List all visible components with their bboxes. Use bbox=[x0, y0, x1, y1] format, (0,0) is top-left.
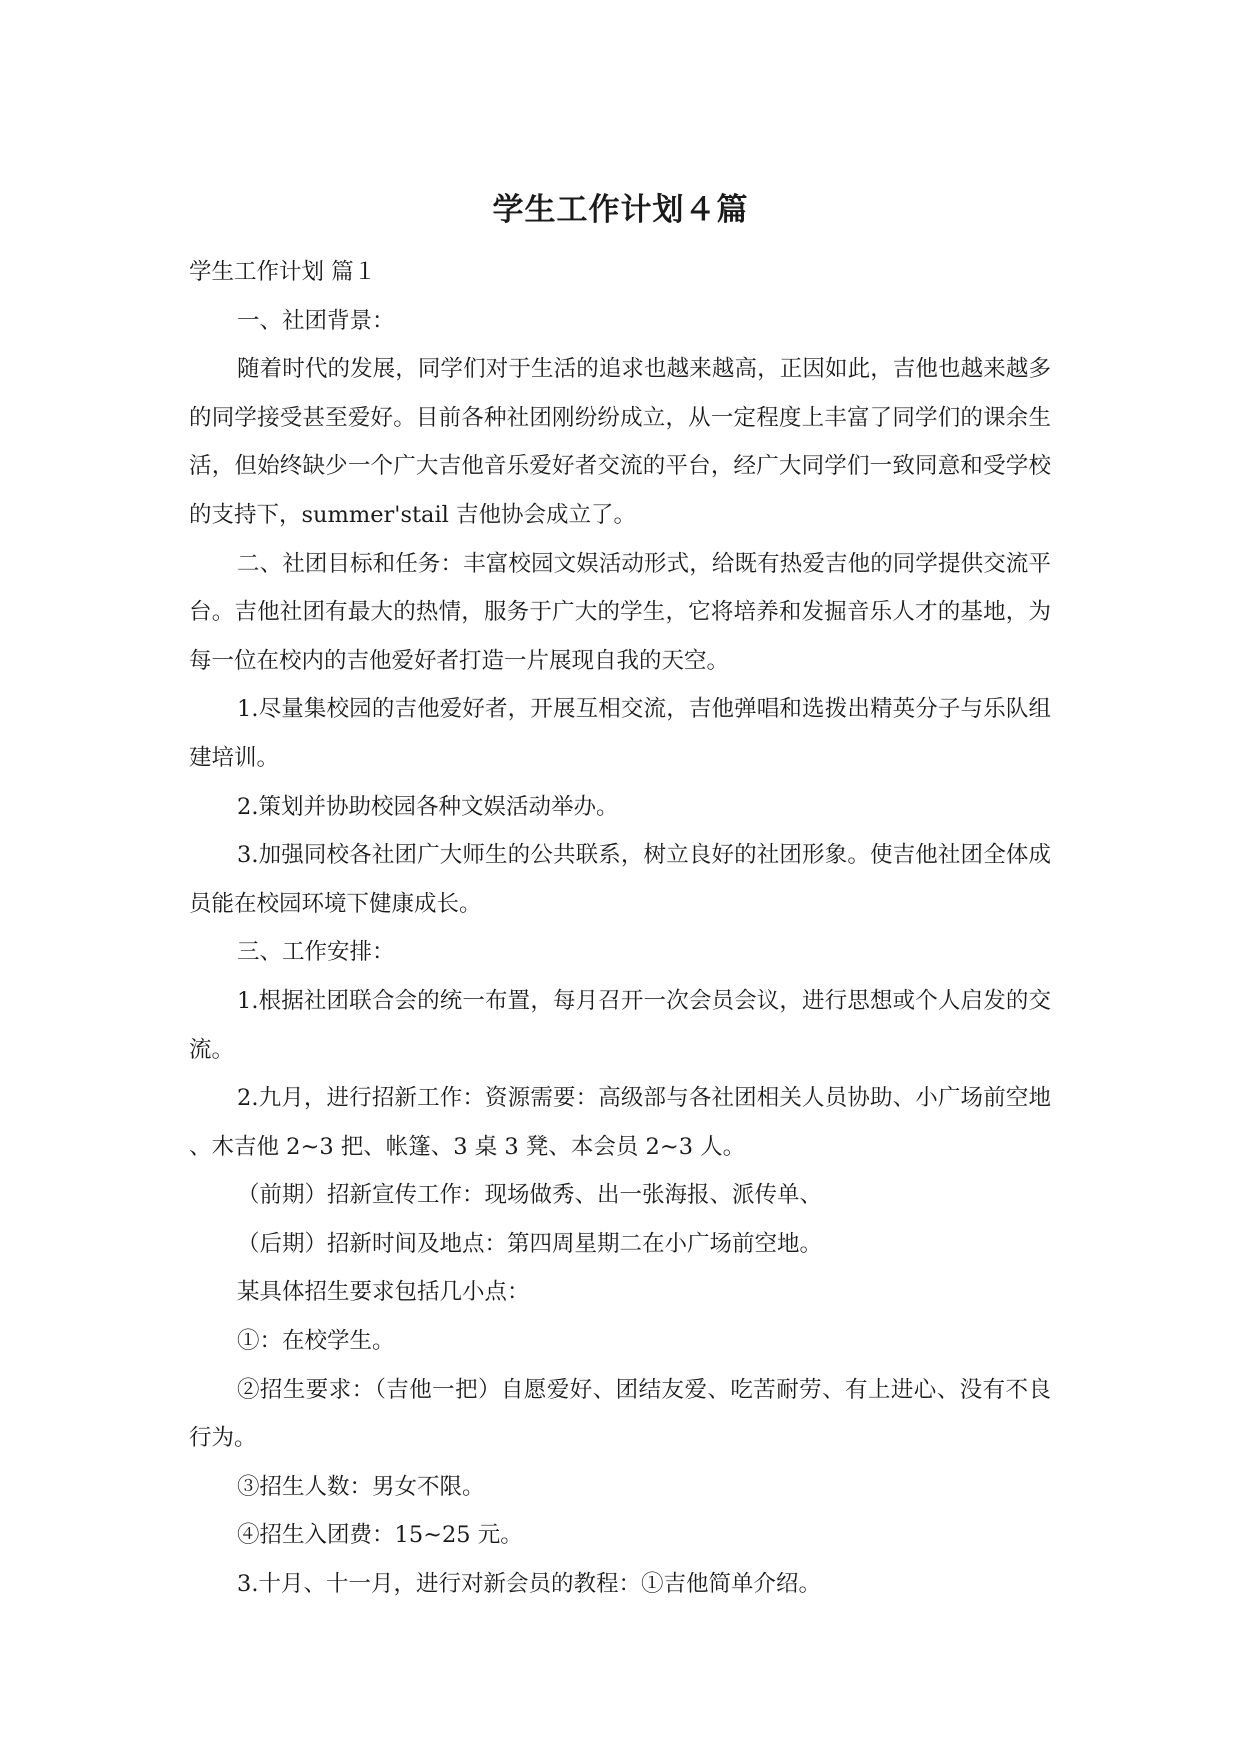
section-heading: 学生工作计划 篇１ bbox=[189, 259, 377, 285]
document-title: 学生工作计划４篇 bbox=[492, 192, 749, 228]
paragraph: 2.策划并协助校园各种文娱活动举办。 bbox=[237, 793, 619, 820]
paragraph: 3.十月、十一月，进行对新会员的教程：①吉他简单介绍。 bbox=[237, 1571, 821, 1598]
paragraph: 随着时代的发展，同学们对于生活的追求也越来越高，正因如此，吉他也越来越多的同学接受甚至爱好。目前各种社团刚纷纷成立，从一定程度上丰富了同学们的课余生活，但始终缺少一个广大吉他音乐爱好者交流的平台，经广大同学们一致同意和受学校的支持下，summer'stail 吉他协会成立了。 bbox=[189, 356, 1051, 528]
paragraph: 三、工作安排： bbox=[237, 939, 395, 966]
paragraph: 3.加强同校各社团广大师生的公共联系，树立良好的社团形象。使吉他社团全体成员能在校园环境下健康成长。 bbox=[189, 842, 1051, 917]
paragraph: 一、社团背景： bbox=[237, 307, 395, 334]
paragraph: 1.尽量集校园的吉他爱好者，开展互相交流，吉他弹唱和选拨出精英分子与乐队组建培训。 bbox=[189, 696, 1051, 771]
paragraph: （前期）招新宣传工作：现场做秀、出一张海报、派传单、 bbox=[237, 1182, 823, 1209]
document-body bbox=[189, 248, 1051, 1609]
paragraph: 某具体招生要求包括几小点： bbox=[237, 1279, 530, 1306]
paragraph: 二、社团目标和任务：丰富校园文娱活动形式，给既有热爱吉他的同学提供交流平台。吉他社团有最大的热情，服务于广大的学生，它将培养和发掘音乐人才的基地，为每一位在校内的吉他爱好者打造一片展现自我的天空。 bbox=[189, 550, 1051, 674]
paragraph: 2.九月，进行招新工作：资源需要：高级部与各社团相关人员协助、小广场前空地、木吉他 2~3 把、帐篷、3 桌 3 凳、本会员 2~3 人。 bbox=[189, 1085, 1051, 1160]
paragraph: 1.根据社团联合会的统一布置，每月召开一次会员会议，进行思想或个人启发的交流。 bbox=[189, 987, 1051, 1063]
paragraph: ③招生人数：男女不限。 bbox=[237, 1473, 485, 1500]
paragraph: ④招生入团费：15~25 元。 bbox=[237, 1522, 523, 1549]
paragraph: ①：在校学生。 bbox=[237, 1328, 395, 1355]
paragraph: ②招生要求：（吉他一把）自愿爱好、团结友爱、吃苦耐劳、有上进心、没有不良行为。 bbox=[189, 1376, 1051, 1452]
paragraph: （后期）招新时间及地点：第四周星期二在小广场前空地。 bbox=[237, 1230, 823, 1257]
